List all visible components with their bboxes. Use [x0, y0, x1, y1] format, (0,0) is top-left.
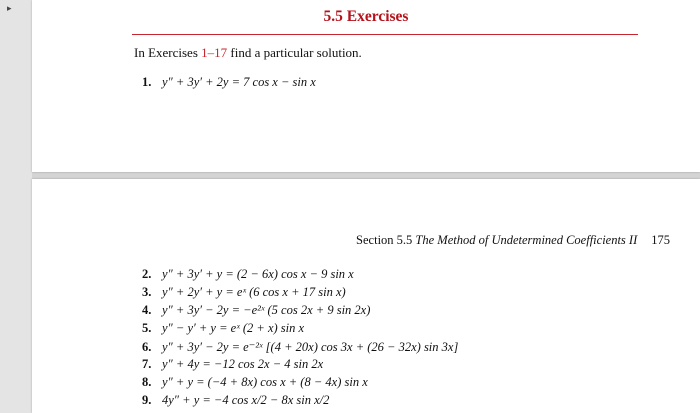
problem-number: 5. — [142, 321, 152, 335]
problem-number: 9. — [142, 393, 152, 407]
exercise-range-link[interactable]: 1–17 — [201, 45, 228, 60]
problem-equation: y″ − y′ + y = eˣ (2 + x) sin x — [162, 321, 305, 335]
problem-equation: y″ + y = (−4 + 8x) cos x + (8 − 4x) sin x — [162, 375, 368, 389]
viewer-left-margin — [0, 0, 32, 413]
problem-2 — [142, 267, 354, 282]
problem-6 — [142, 339, 458, 355]
problem-number: 6. — [142, 340, 152, 354]
problem-number: 3. — [142, 285, 152, 299]
problem-equation: y″ + 3y′ + y = (2 − 6x) cos x − 9 sin x — [162, 267, 354, 281]
instructions-suffix: find a particular solution. — [227, 45, 362, 60]
problem-number: 4. — [142, 303, 152, 317]
problem-equation: y″ + 3y′ + 2y = 7 cos x − sin x — [162, 75, 316, 89]
problem-number: 2. — [142, 267, 152, 281]
running-head-section: Section 5.5 — [356, 233, 416, 247]
problem-1 — [142, 75, 316, 90]
problem-5 — [142, 321, 304, 336]
problem-equation: 4y″ + y = −4 cos x/2 − 8x sin x/2 — [162, 393, 330, 407]
problem-number: 8. — [142, 375, 152, 389]
problem-8 — [142, 375, 368, 390]
page-top — [32, 0, 700, 172]
running-head-title: The Method of Undetermined Coefficients II — [415, 233, 638, 247]
page-bottom — [32, 179, 700, 413]
page-number: 175 — [651, 233, 670, 247]
section-title: 5.5 Exercises — [323, 8, 409, 25]
expand-arrow-icon[interactable]: ▸ — [7, 4, 12, 14]
problem-4 — [142, 303, 370, 318]
problem-equation: y″ + 2y′ + y = eˣ (6 cos x + 17 sin x) — [162, 285, 346, 299]
problem-number: 1. — [142, 75, 152, 89]
problem-3 — [142, 285, 346, 300]
instructions-prefix: In Exercises — [134, 45, 202, 60]
problem-9 — [142, 393, 329, 408]
running-head — [356, 233, 670, 248]
title-divider — [132, 34, 638, 35]
problem-7 — [142, 357, 323, 372]
problem-equation: y″ + 4y = −12 cos 2x − 4 sin 2x — [162, 357, 324, 371]
problem-number: 7. — [142, 357, 152, 371]
exercise-instructions — [134, 45, 362, 61]
problem-equation: y″ + 3y′ − 2y = e⁻²ˣ [(4 + 20x) cos 3x + (26 − 32x) sin 3x] — [162, 340, 459, 354]
problem-equation: y″ + 3y′ − 2y = −e²ˣ (5 cos 2x + 9 sin 2x) — [162, 303, 371, 317]
